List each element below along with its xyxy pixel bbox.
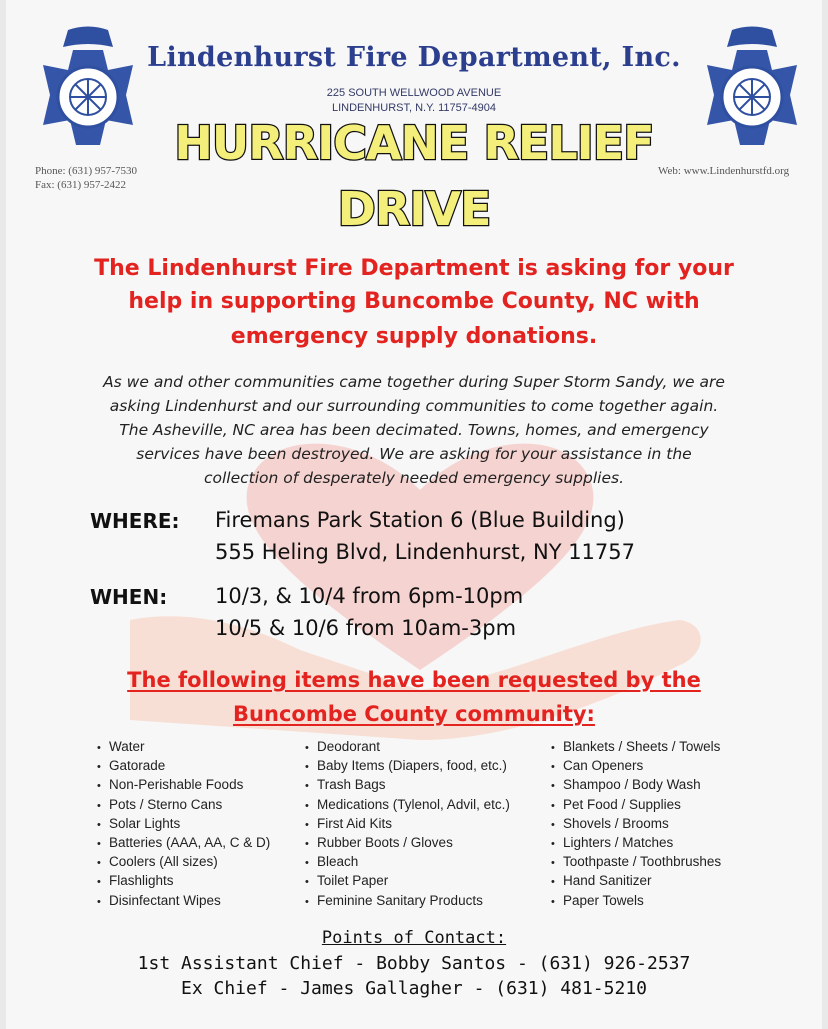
where-line-2: 555 Heling Blvd, Lindenhurst, NY 11757 (215, 540, 635, 564)
requested-item: • First Aid Kits (305, 815, 510, 834)
requested-item: • Solar Lights (97, 815, 270, 834)
requested-heading-line-2: Buncombe County community: (233, 702, 595, 726)
when-line-1: 10/3, & 10/4 from 6pm-10pm (215, 584, 524, 608)
address-line-1: 225 SOUTH WELLWOOD AVENUE (326, 87, 502, 99)
requested-item: • Pots / Sterno Cans (97, 796, 270, 815)
requested-item: • Flashlights (97, 872, 270, 891)
when-line-2: 10/5 & 10/6 from 10am-3pm (215, 616, 517, 640)
requested-item: • Can Openers (551, 757, 721, 776)
requested-heading-line-1: The following items have been requested by the (127, 668, 701, 692)
paragraph-line: The Asheville, NC area has been decimated. Towns, homes, and emergency (119, 421, 709, 439)
address-line-2: LINDENHURST, N.Y. 11757-4904 (331, 102, 497, 114)
requested-item: • Shovels / Brooms (551, 815, 721, 834)
paragraph-line: collection of desperately needed emergency supplies. (203, 469, 624, 487)
contact-line-2: Ex Chief - James Gallagher - (631) 481-5210 (181, 978, 647, 999)
requested-item: • Trash Bags (305, 776, 510, 795)
requested-item: • Bleach (305, 853, 510, 872)
org-name: Lindenhurst Fire Department, Inc. (147, 42, 681, 73)
items-column-1 (97, 738, 270, 911)
when-label: WHEN: (90, 585, 168, 609)
requested-item: • Non-Perishable Foods (97, 776, 270, 795)
where-line-1: Firemans Park Station 6 (Blue Building) (215, 508, 625, 532)
items-column-3 (551, 738, 721, 911)
requested-item: • Baby Items (Diapers, food, etc.) (305, 757, 510, 776)
requested-item: • Coolers (All sizes) (97, 853, 270, 872)
intro-line-1: The Lindenhurst Fire Department is asking for your (94, 256, 734, 281)
requested-item: • Feminine Sanitary Products (305, 892, 510, 911)
requested-item: • Blankets / Sheets / Towels (551, 738, 721, 757)
contacts-heading: Points of Contact: (321, 928, 507, 948)
requested-item: • Gatorade (97, 757, 270, 776)
requested-item: • Hand Sanitizer (551, 872, 721, 891)
requested-item: • Batteries (AAA, AA, C & D) (97, 834, 270, 853)
requested-item: • Shampoo / Body Wash (551, 776, 721, 795)
requested-item: • Lighters / Matches (551, 834, 721, 853)
requested-item: • Water (97, 738, 270, 757)
requested-item: • Disinfectant Wipes (97, 892, 270, 911)
headline-line-1: HURRICANE RELIEF (174, 116, 654, 170)
intro-line-3: emergency supply donations. (230, 324, 598, 349)
requested-item: • Medications (Tylenol, Advil, etc.) (305, 796, 510, 815)
intro-line-2: help in supporting Buncombe County, NC with (128, 289, 700, 314)
headline-line-2: DRIVE (337, 182, 491, 236)
requested-item: • Pet Food / Supplies (551, 796, 721, 815)
phone: Phone: (631) 957-7530 (35, 165, 138, 177)
description-paragraph (0, 370, 828, 490)
requested-item: • Rubber Boots / Gloves (305, 834, 510, 853)
paragraph-line: services have been destroyed. We are asking for your assistance in the (136, 445, 692, 463)
website: Web: www.Lindenhurstfd.org (658, 165, 790, 177)
paragraph-line: asking Lindenhurst and our surrounding communities to come together again. (109, 397, 719, 415)
requested-item: • Toilet Paper (305, 872, 510, 891)
fax: Fax: (631) 957-2422 (35, 179, 127, 191)
where-label: WHERE: (90, 509, 180, 533)
requested-item: • Paper Towels (551, 892, 721, 911)
paragraph-line: As we and other communities came together during Super Storm Sandy, we are (103, 373, 725, 391)
requested-item: • Toothpaste / Toothbrushes (551, 853, 721, 872)
requested-item: • Deodorant (305, 738, 510, 757)
contact-line-1: 1st Assistant Chief - Bobby Santos - (631) 926-2537 (137, 953, 691, 974)
items-column-2 (305, 738, 510, 911)
